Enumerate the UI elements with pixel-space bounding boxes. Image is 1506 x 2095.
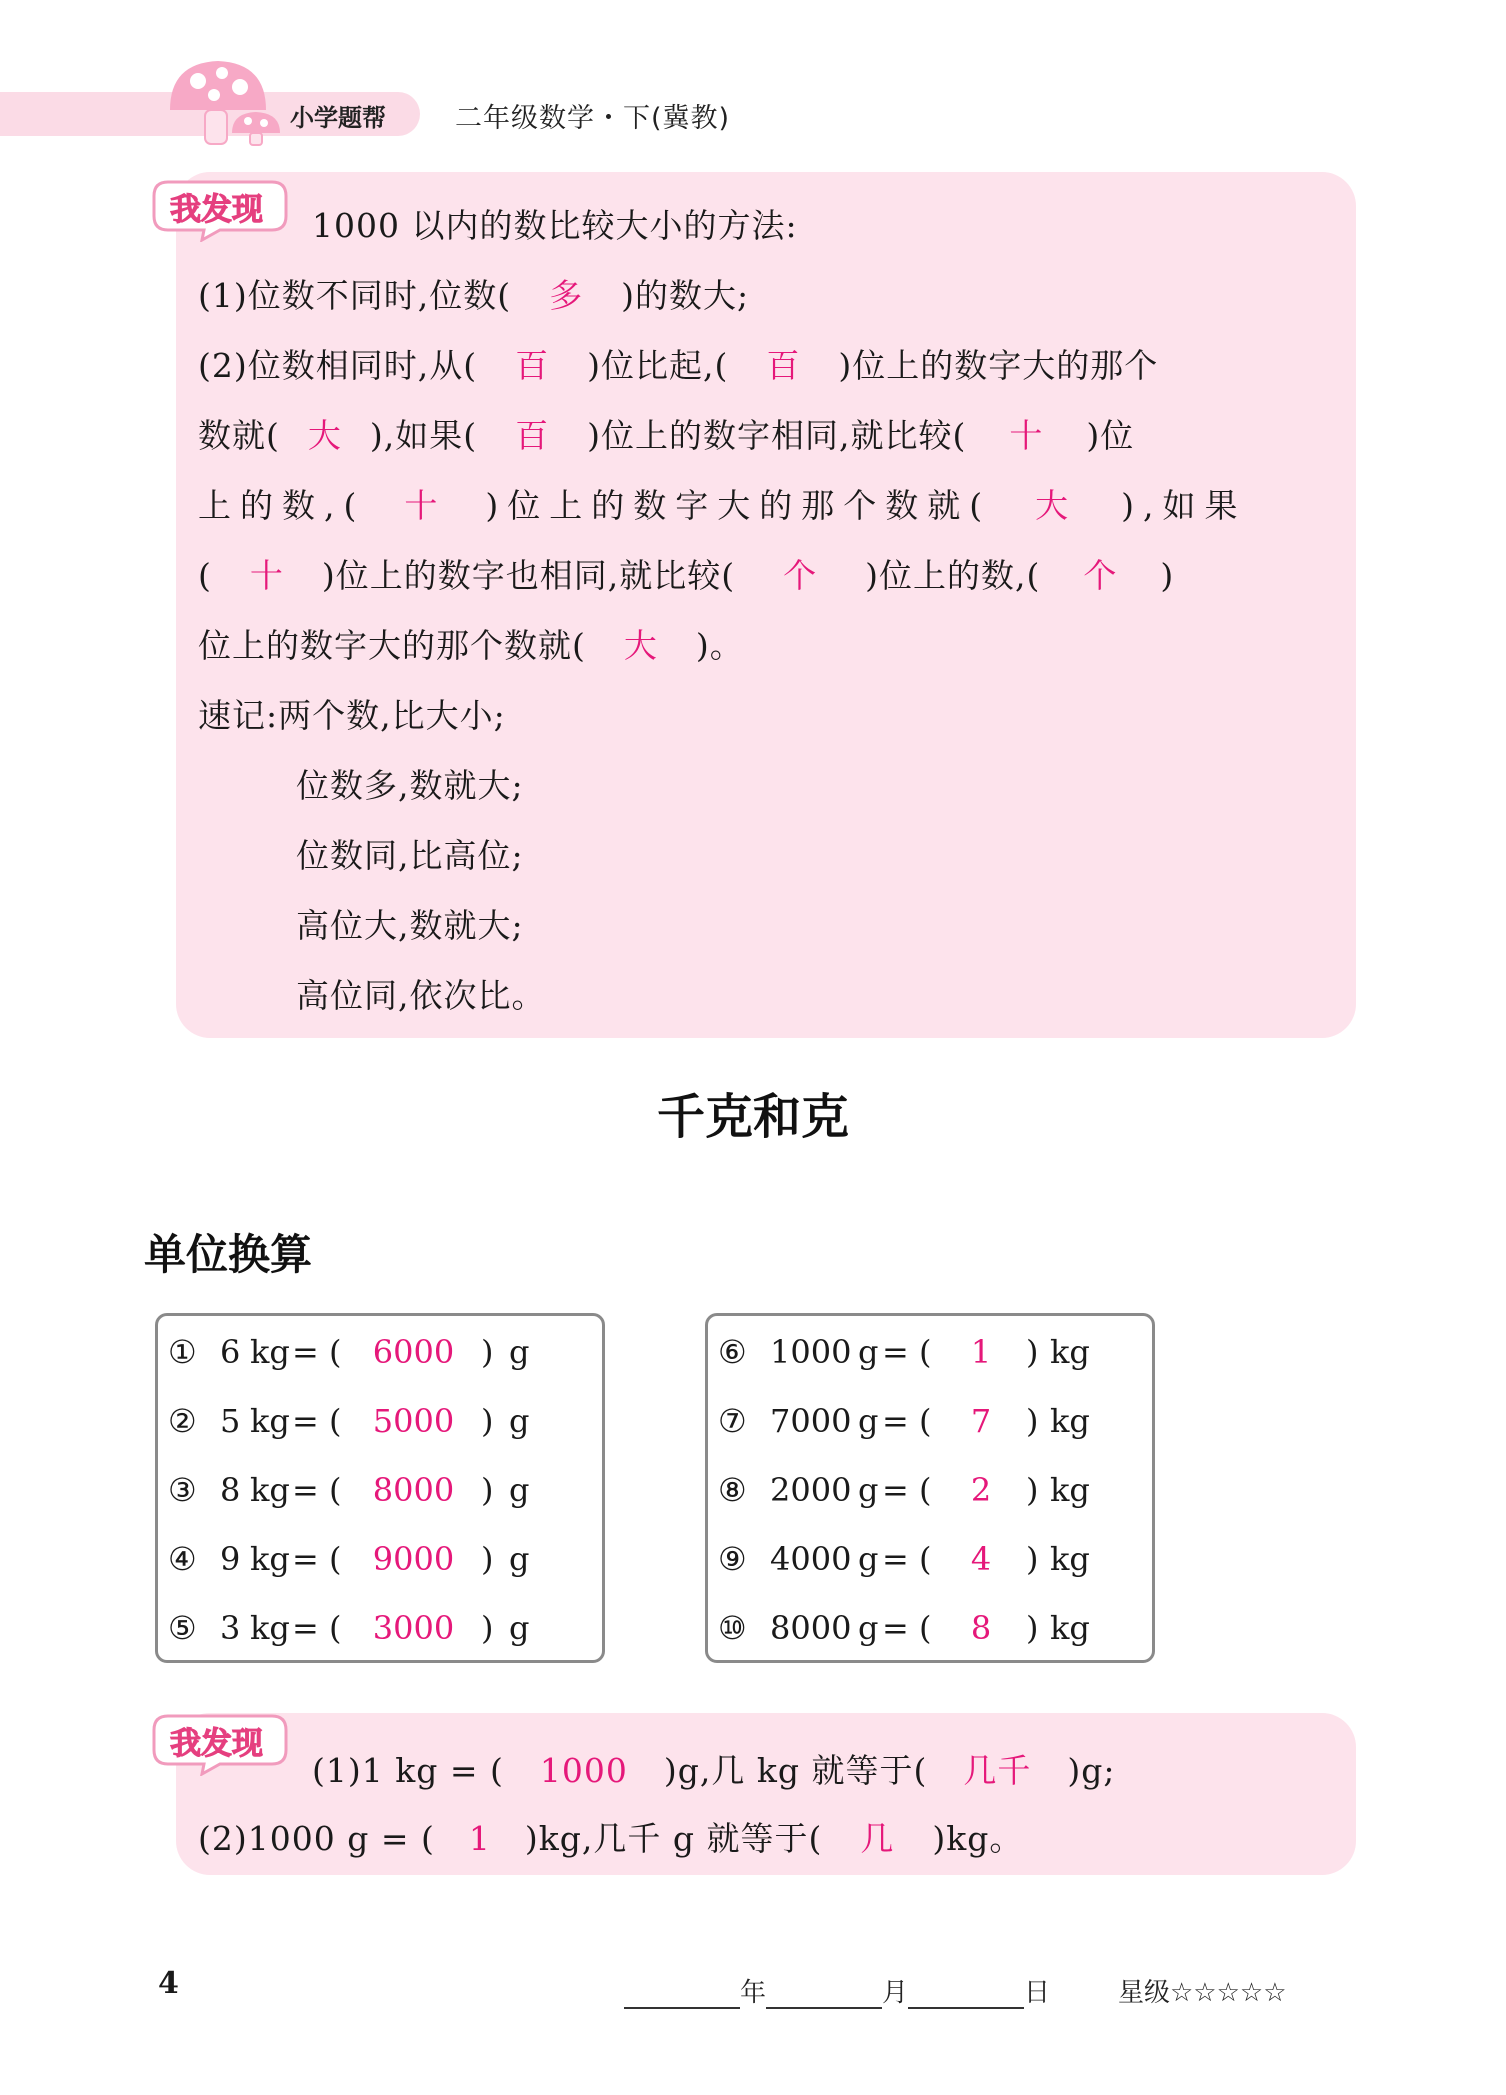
compare-line-1: (1)位数不同时,位数( 多 )的数大;	[198, 276, 750, 315]
answer: 十	[249, 556, 284, 595]
conversion-row: ⑩ 8000 g = ( 8 ) kg	[718, 1609, 1090, 1647]
answer: 4	[970, 1540, 992, 1578]
answer: 1	[970, 1333, 992, 1371]
compare-line-6: 位上的数字大的那个数就( 大 )。	[198, 626, 744, 665]
compare-line-2: (2)位数相同时,从( 百 )位比起,( 百 )位上的数字大的那个	[198, 346, 1159, 385]
conversion-row: ④ 9 kg= ( 9000 ) g	[168, 1540, 530, 1578]
book-title: 二年级数学・下(冀教)	[455, 103, 731, 134]
answer: 8	[970, 1609, 992, 1647]
answer: 十	[1009, 416, 1044, 455]
answer: 百	[515, 416, 550, 455]
answer: 大	[1035, 486, 1078, 525]
conversion-row: ① 6 kg= ( 6000 ) g	[168, 1333, 530, 1371]
day-blank	[908, 1979, 1024, 2009]
conversion-row: ③ 8 kg= ( 8000 ) g	[168, 1471, 530, 1509]
star-rating: 星级☆☆☆☆☆	[1118, 1978, 1287, 2008]
answer: 7	[970, 1402, 992, 1440]
units-line-2: (2)1000 g = ( 1 )kg,几千 g 就等于( 几 )kg。	[198, 1819, 1024, 1858]
conversion-row: ⑧ 2000 g = ( 2 ) kg	[718, 1471, 1090, 1509]
answer: 几	[860, 1819, 895, 1858]
answer: 百	[766, 346, 801, 385]
units-line-1: (1)1 kg = ( 1000 )g,几 kg 就等于( 几千 )g;	[312, 1751, 1116, 1790]
answer: 2	[970, 1471, 992, 1509]
answer: 6000	[372, 1333, 455, 1371]
subsection-title: 单位换算	[144, 1230, 313, 1279]
answer: 几千	[963, 1751, 1032, 1790]
conversion-row: ⑥ 1000 g = ( 1 ) kg	[718, 1333, 1090, 1371]
page-number: 4	[158, 1966, 179, 2001]
compare-line-3: 数就( 大 ),如果( 百 )位上的数字相同,就比较( 十 )位	[198, 416, 1135, 455]
month-blank	[766, 1979, 882, 2009]
kg-to-g-list	[168, 1332, 529, 1677]
answer: 3000	[372, 1609, 455, 1647]
answer: 十	[404, 486, 447, 525]
mnemonic-line: 高位同,依次比。	[296, 976, 546, 1015]
answer: 大	[307, 416, 342, 455]
brand-name: 小学题帮	[290, 104, 386, 132]
mushroom-logo-icon	[160, 55, 290, 147]
mnemonic-line: 位数多,数就大;	[296, 766, 524, 805]
conversion-row: ② 5 kg= ( 5000 ) g	[168, 1402, 530, 1440]
answer: 个	[783, 556, 818, 595]
answer: 9000	[372, 1540, 455, 1578]
answer: 1000	[539, 1751, 628, 1790]
compare-line-5: ( 十 )位上的数字也相同,就比较( 个 )位上的数,( 个 )	[198, 556, 1175, 595]
mnemonic-line: 高位大,数就大;	[296, 906, 524, 945]
compare-line-4: 上的数,( 十 )位上的数字大的那个数就( 大 ),如果	[198, 486, 1247, 525]
year-label: 年	[740, 1978, 767, 2008]
answer: 5000	[372, 1402, 455, 1440]
answer: 百	[515, 346, 550, 385]
month-label: 月	[882, 1978, 909, 2008]
answer: 个	[1083, 556, 1118, 595]
mnemonic-label: 速记:两个数,比大小;	[198, 696, 506, 735]
conversion-row: ⑦ 7000 g = ( 7 ) kg	[718, 1402, 1090, 1440]
mnemonic-line: 位数同,比高位;	[296, 836, 524, 875]
answer: 大	[623, 626, 658, 665]
conversion-row: ⑤ 3 kg= ( 3000 ) g	[168, 1609, 530, 1647]
conversion-row: ⑨ 4000 g = ( 4 ) kg	[718, 1540, 1090, 1578]
g-to-kg-list	[718, 1332, 1090, 1677]
answer: 1	[468, 1819, 491, 1858]
answer: 多	[549, 276, 584, 315]
date-fields	[624, 1972, 1050, 2009]
compare-intro: 1000 以内的数比较大小的方法:	[312, 206, 798, 245]
day-label: 日	[1024, 1978, 1051, 2008]
discovery-tag: 我发现	[170, 1726, 263, 1762]
answer: 8000	[372, 1471, 455, 1509]
discovery-tag: 我发现	[170, 192, 263, 228]
section-title: 千克和克	[656, 1089, 849, 1145]
year-blank	[624, 1979, 740, 2009]
